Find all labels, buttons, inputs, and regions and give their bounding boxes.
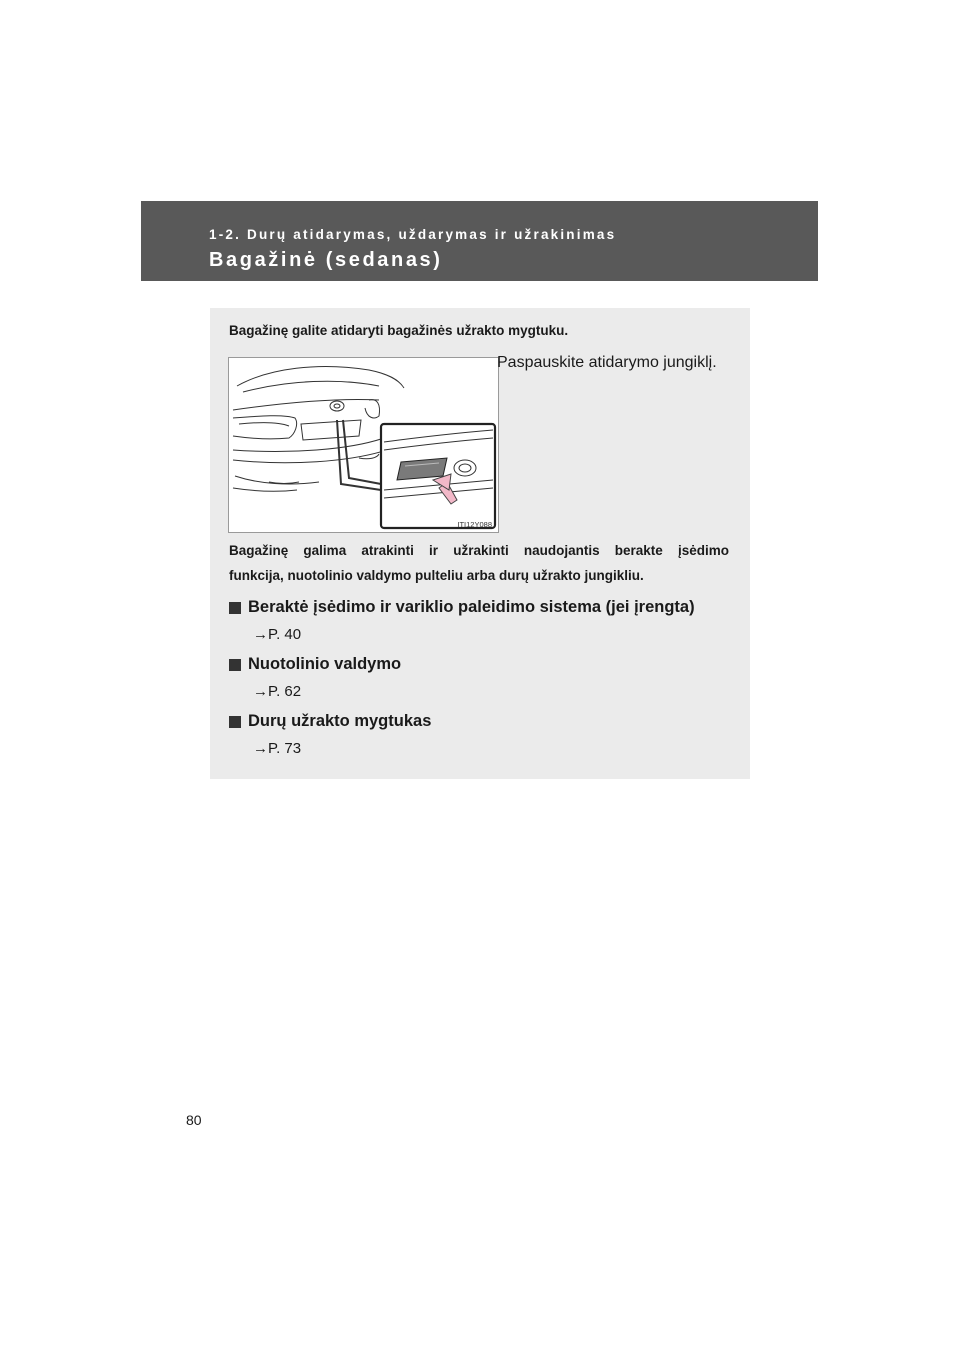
item-title: Beraktė įsėdimo ir variklio paleidimo sistema (jei įrengta): [248, 598, 695, 616]
page-title: Bagažinė (sedanas): [209, 249, 443, 271]
list-item: [229, 655, 401, 700]
description-line-2: funkcija, nuotolinio valdymo pulteliu arba durų užrakto jungikliu.: [229, 568, 644, 583]
section-title: 1-2. Durų atidarymas, uždarymas ir užrakinimas: [209, 227, 617, 242]
page-reference: →P. 62: [253, 683, 302, 700]
figure-code: ITI12Y088: [457, 520, 492, 529]
intro-text: Bagažinę galite atidaryti bagažinės užrakto mygtuku.: [229, 323, 569, 338]
square-bullet-icon: [229, 602, 241, 614]
page-number: 80: [186, 1112, 202, 1128]
description-text: [229, 538, 729, 588]
content-panel: [210, 308, 750, 779]
car-rear-drawing: [229, 358, 498, 532]
section-header: [141, 201, 818, 281]
trunk-opener-illustration: [228, 357, 499, 533]
page-reference: →P. 40: [253, 626, 302, 643]
list-item: [229, 598, 695, 643]
description-line-1: Bagažinę galima atrakinti ir užrakinti naudojantis berakte įsėdimo: [229, 543, 729, 558]
list-item: [229, 712, 431, 757]
item-title: Nuotolinio valdymo: [248, 655, 402, 673]
square-bullet-icon: [229, 716, 241, 728]
page-reference: →P. 73: [253, 740, 302, 757]
item-title: Durų užrakto mygtukas: [248, 712, 432, 730]
square-bullet-icon: [229, 659, 241, 671]
figure-caption: Paspauskite atidarymo jungiklį.: [497, 354, 717, 371]
